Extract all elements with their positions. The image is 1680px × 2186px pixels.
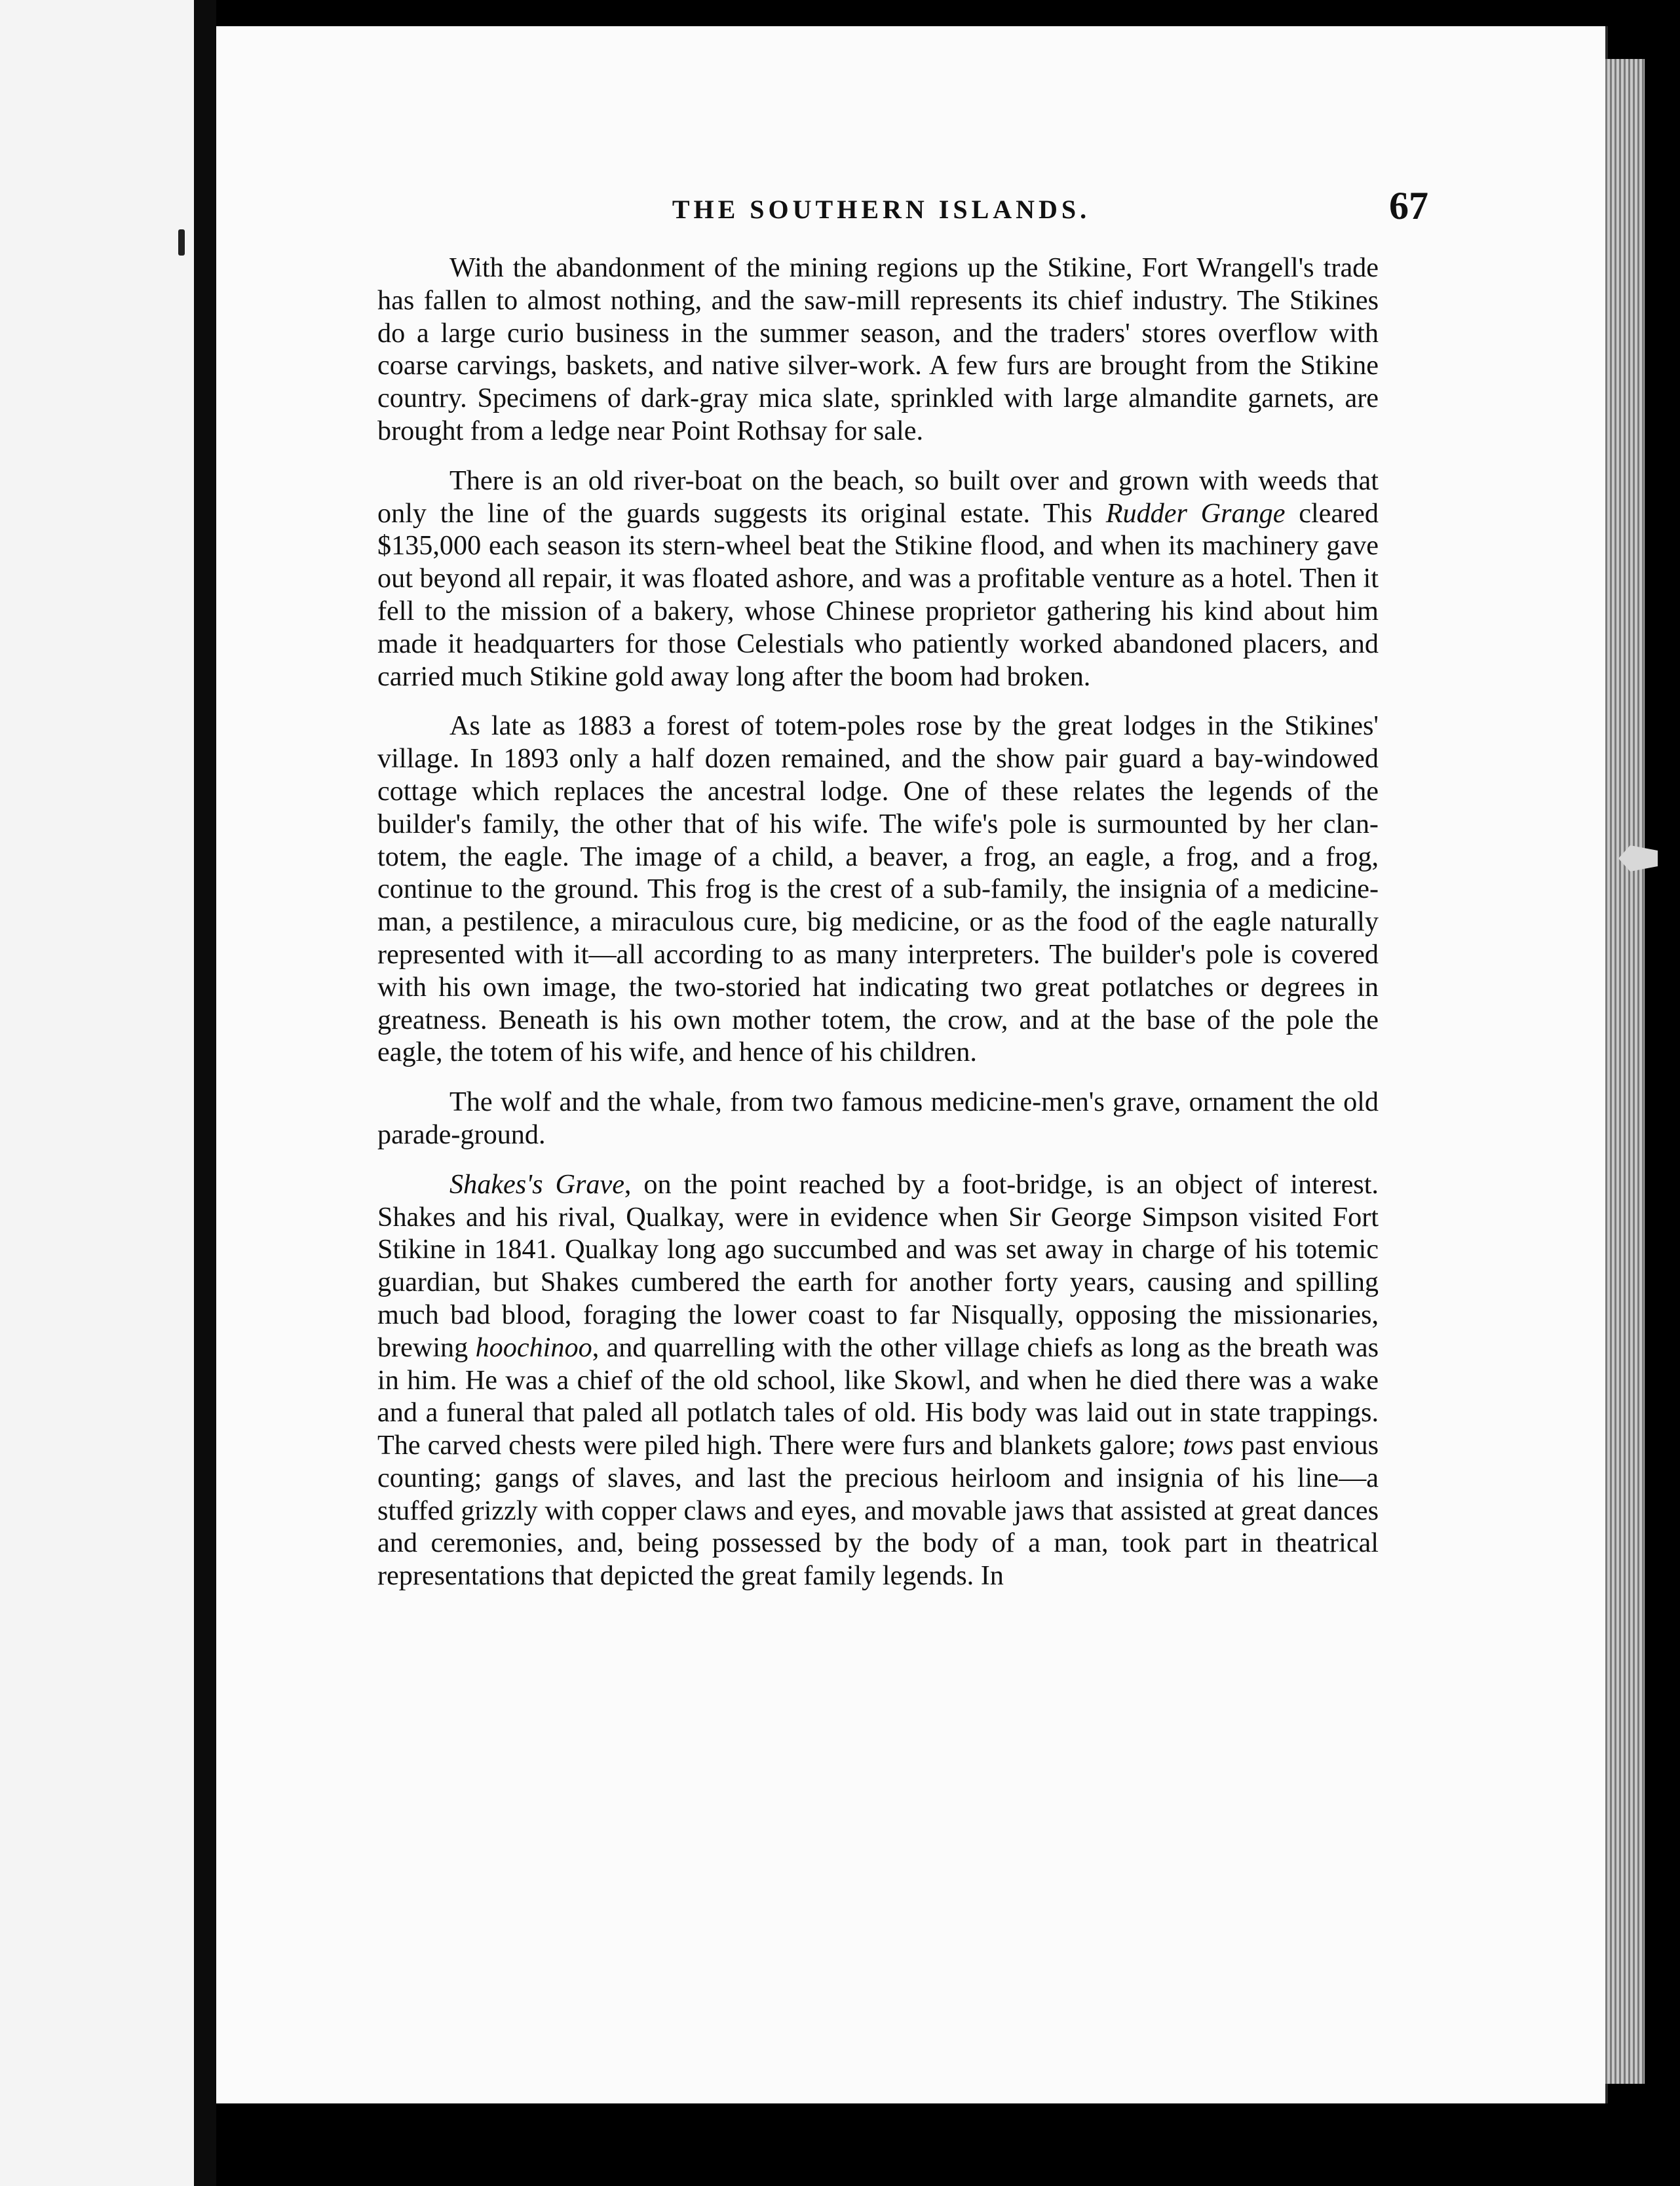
paragraph-1: With the abandonment of the mining regions up the Stikine, Fort Wrangell's trade has fallen to almost nothing, and the saw-mill represents its chief industry. The Stikines do a large curio business in the summer season, and the traders' stores overflow with coarse carvings, baskets, and native silver-work. A few furs are brought from the Stikine country. Specimens of dark-gray mica slate, sprinkled with large almandite garnets, are brought from a ledge near Point Rothsay for sale. [377,252,1379,446]
body-text [377,252,1379,1592]
paragraph-2-text-before: There is an old river-boat on the beach, so built over and grown with weeds that only the line of the guards suggests its original estate. This [377,465,1379,529]
paragraph-2-italic-boat-name: Rudder Grange [1105,497,1286,529]
running-head: THE SOUTHERN ISLANDS. [672,195,1091,224]
paragraph-5-text-a: , on the point reached by a foot-bridge, is an object of interest. Shakes and his rival, Qualkay, were in evidence when Sir George Simpson visited Fort Stikine in 1841. Qualkay long ago succumbed and was set away in charge of his totemic guardian, but Shakes cumbered the earth for another forty years, causing and spilling much bad blood, foraging the lower coast to far Nisqually, opposing the missionaries, brewing [377,1168,1379,1363]
paragraph-5 [377,1168,1379,1592]
paragraph-3: As late as 1883 a forest of totem-poles rose by the great lodges in the Stikines' village. In 1893 only a half dozen remained, and the show pair guard a bay-windowed cottage which replaces the ancestral lodge. One of these relates the legends of the builder's family, the other that of his wife. The wife's pole is surmounted by her clan-totem, the eagle. The image of a child, a beaver, a frog, an eagle, a frog, and a frog, continue to the ground. This frog is the crest of a sub-family, the insignia of a medicine-man, a pestilence, a miraculous cure, big medicine, or as the food of the eagle naturally represented with it—all according to as many interpreters. The builder's pole is covered with his own image, the two-storied hat indicating two great potlatches or degrees in greatness. Beneath is his own mother totem, the crow, and at the base of the pole the eagle, the totem of his wife, and hence of his children. [377,710,1379,1068]
book-gutter [194,0,216,2186]
binding-mark [178,229,185,256]
paragraph-4: The wolf and the whale, from two famous medicine-men's grave, ornament the old parade-ground. [377,1086,1379,1150]
page-number: 67 [1389,184,1428,227]
paragraph-2 [377,465,1379,693]
paragraph-5-italic-lead: Shakes's Grave [449,1168,624,1200]
paragraph-2-text-after: cleared $135,000 each season its stern-wheel beat the Stikine flood, and when its machinery gave out beyond all repair, it was floated ashore, and was a profitable venture as a hotel. Then it fell to the mission of a bakery, whose Chinese proprietor gathering his kind about him made it headquarters for those Celestials who patiently worked abandoned placers, and carried much Stikine gold away long after the boom had broken. [377,497,1379,692]
paragraph-5-text-b: , and quarrelling with the other village chiefs as long as the breath was in him. He was a chief of the old school, like Skowl, and when he died there was a wake and a funeral that paled all potlatch tales of old. His body was laid out in state trappings. The carved chests were piled high. There were furs and blankets galore; [377,1332,1379,1461]
paragraph-5-text-c: past envious counting; gangs of slaves, and last the precious heirloom and insignia of his line—a stuffed grizzly with copper claws and eyes, and movable jaws that assisted at great dances and ceremonies, and, being possessed by the body of a man, took part in theatrical representations that depicted the great family legends. In [377,1430,1379,1592]
facing-page-edge [0,0,198,2186]
paragraph-5-italic-tows: tows [1183,1430,1234,1461]
page-edges [1605,59,1645,2084]
paragraph-5-italic-hoochinoo: hoochinoo [475,1332,592,1363]
